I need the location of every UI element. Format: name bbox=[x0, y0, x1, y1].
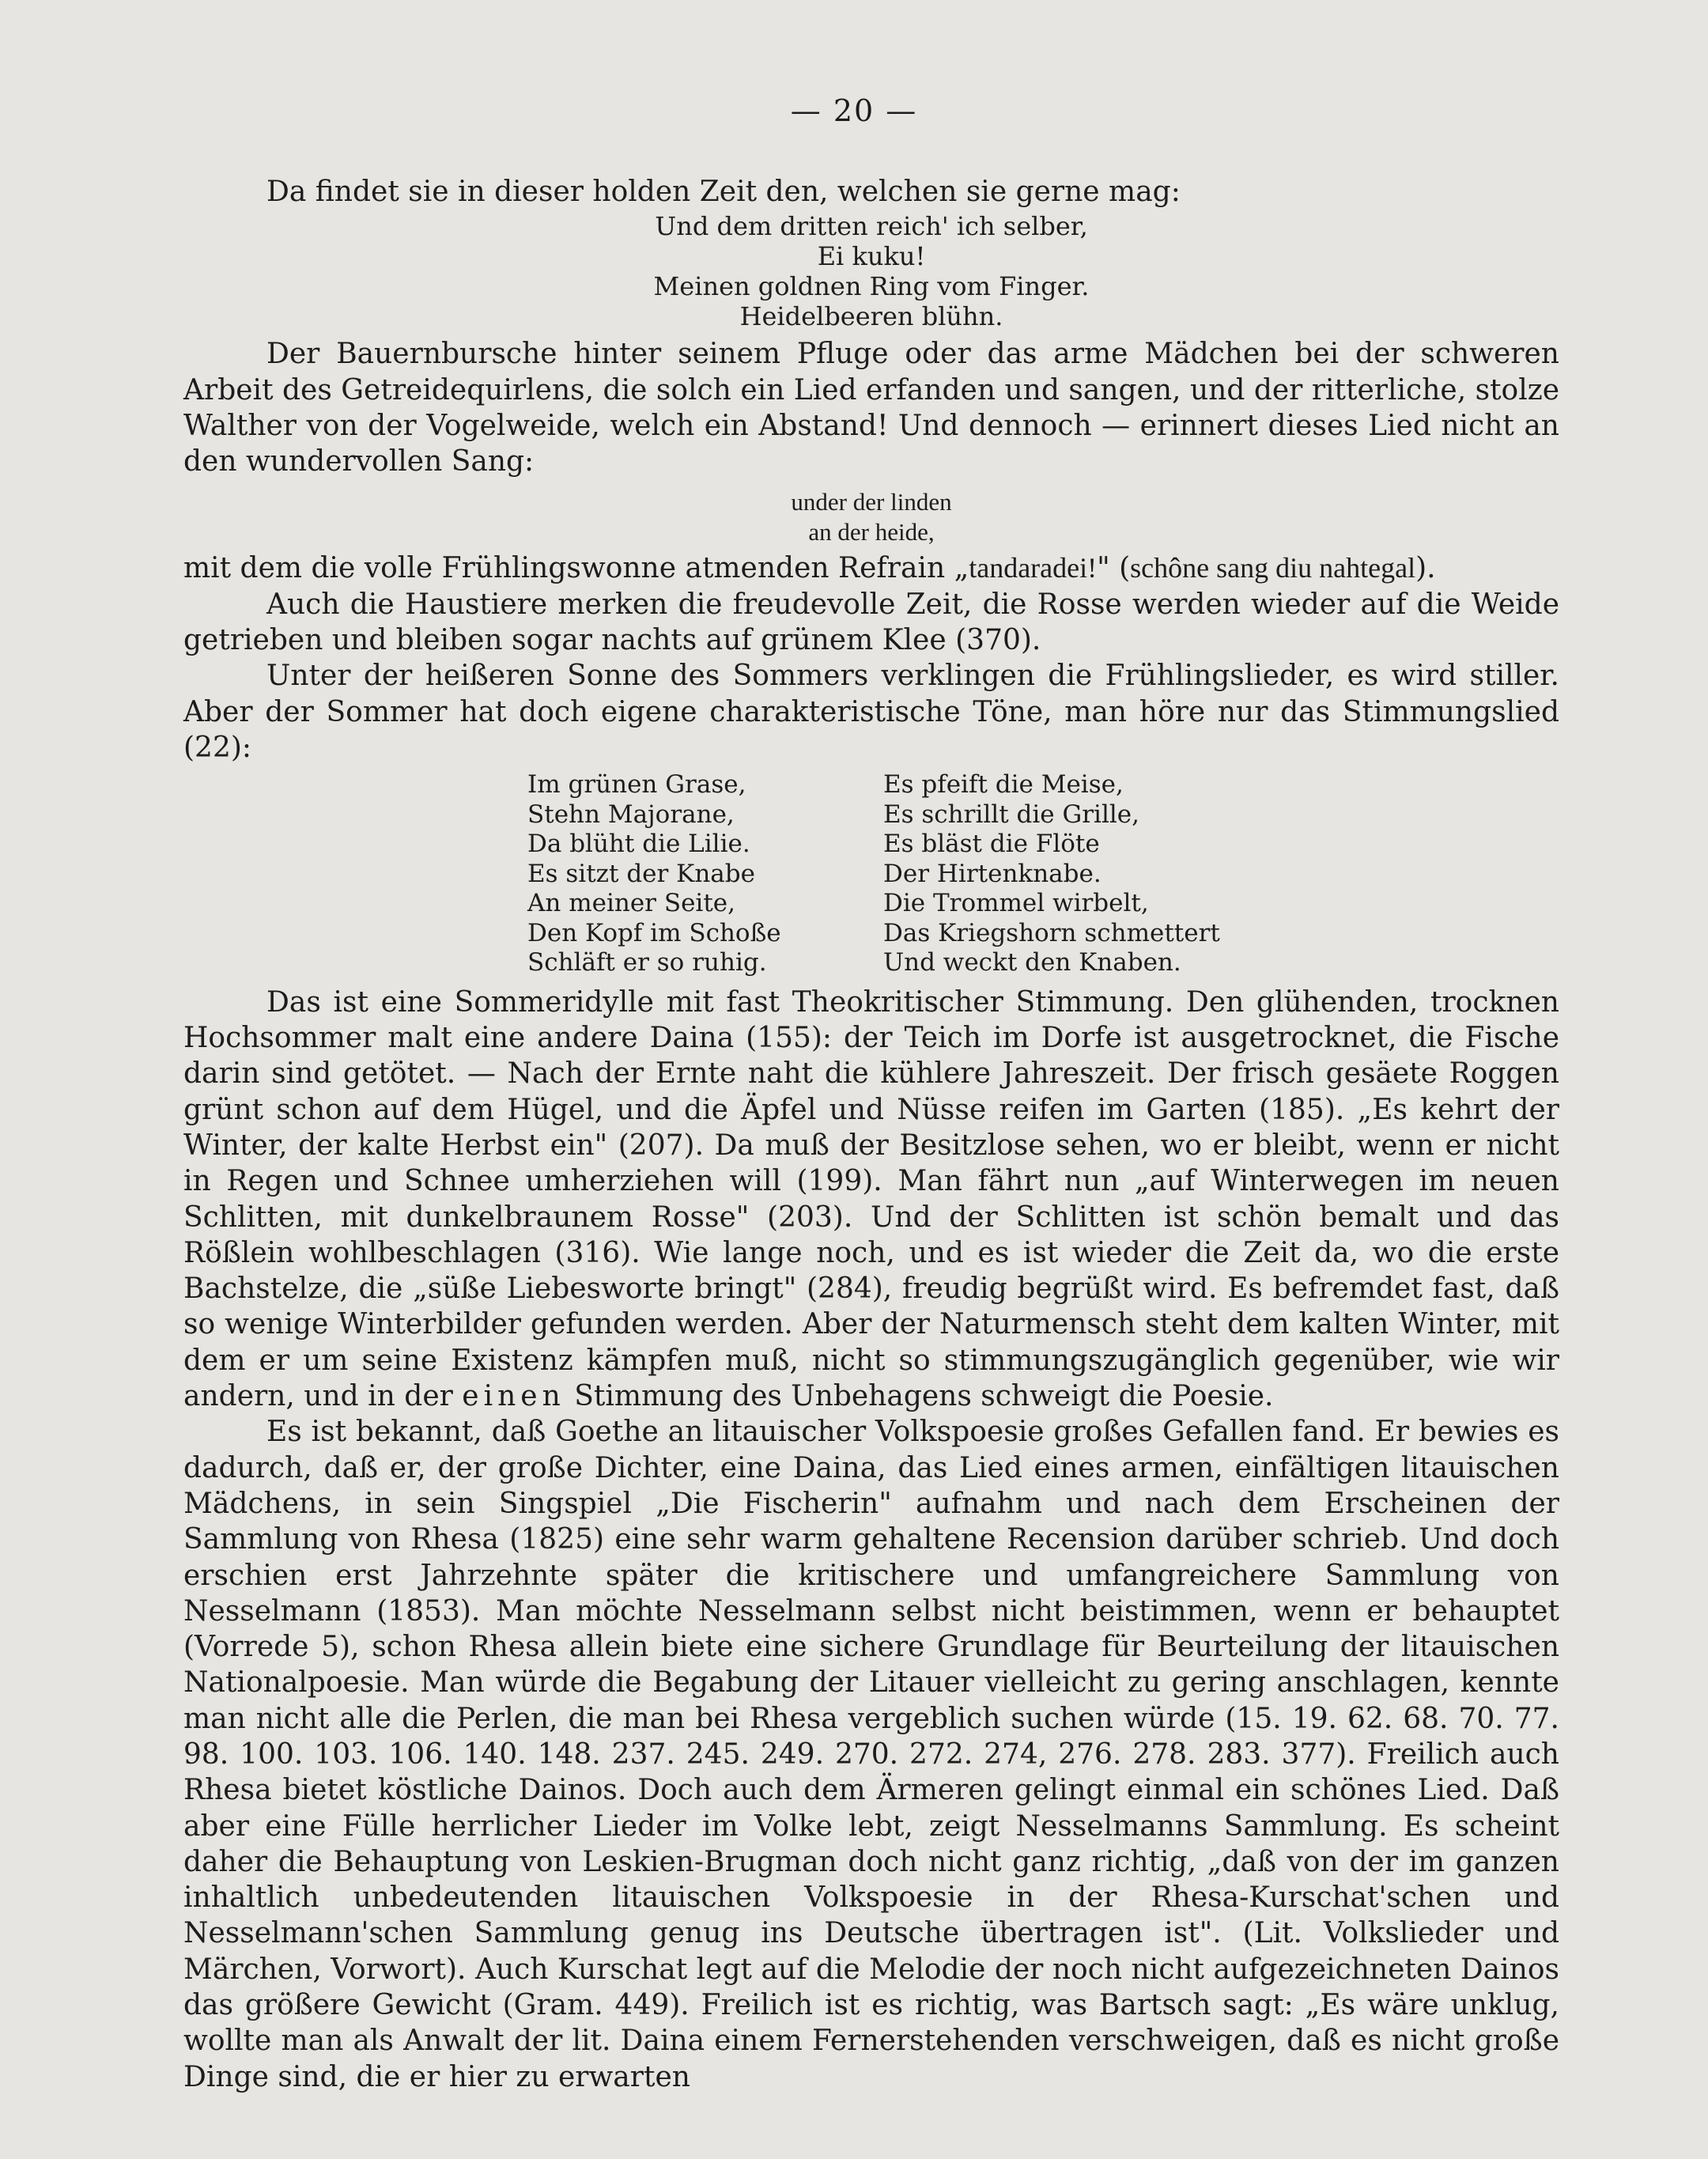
verse-line: Und dem dritten reich' ich selber, bbox=[655, 211, 1088, 242]
poem-line: Und weckt den Knaben. bbox=[883, 948, 1181, 977]
p6-text-a: Das ist eine Sommeridylle mit fast Theokritischer Stimmung. Den glühenden, trocknen Hochsommer malt eine andere Daina (155): der Teich im Dorfe ist ausgetrocknet, die Fische darin sind getötet. — Nach der Ernte naht die kühlere Jahreszeit. Der frisch gesäete Roggen grünt schon auf dem Hügel, und die Äpfel und Nüsse reifen im Garten (185). „Es kehrt der Winter, der kalte Herbst ein" (207). Da muß der Besitzlose sehen, wo er bleibt, wenn er nicht in Regen und Schnee umherziehen will (199). Man fährt nun „auf Winterwegen im neuen Schlitten, mit dunkelbraunem Rosse" (203). Und der Schlitten ist schön bemalt und das Rößlein wohlbeschlagen (316). Wie lange noch, und es ist wieder die Zeit da, wo die erste Bachstelze, die „süße Liebesworte bringt" (284), freudig begrüßt wird. Es befremdet fast, daß so wenige Winterbilder gefunden werden. Aber der Naturmensch steht dem kalten Winter, mit dem er um seine Existenz kämpfen muß, nicht so stimmungszugänglich gegenüber, wie wir andern, und in der bbox=[183, 985, 1559, 1413]
paragraph-3 bbox=[183, 550, 1559, 586]
poem-line: Den Kopf im Schoße bbox=[527, 918, 781, 947]
paragraph-1: Da findet sie in dieser holden Zeit den, welchen sie gerne mag: bbox=[266, 176, 1181, 208]
poem-line: Es schrillt die Grille, bbox=[883, 800, 1139, 829]
mhg-line: under der linden bbox=[791, 488, 952, 516]
poem-right-column bbox=[883, 770, 1220, 978]
poem-line: Im grünen Grase, bbox=[527, 770, 746, 800]
poem-line: Das Kriegshorn schmettert bbox=[883, 918, 1220, 947]
paragraph-2: Der Bauernbursche hinter seinem Pfluge oder das arme Mädchen bei der schweren Arbeit des Getreidequirlens, die solch ein Lied erfanden und sangen, und der ritterliche, stolze Walther von der Vogelweide, welch ein Abstand! Und dennoch — erinnert dieses Lied nicht an den wundervollen Sang: bbox=[183, 338, 1559, 478]
paragraph-5: Unter der heißeren Sonne des Sommers verklingen die Frühlingslieder, es wird stiller. Aber der Sommer hat doch eigene charakteristische Töne, man höre nur das Stimmungslied (22): bbox=[183, 660, 1559, 764]
body-text bbox=[183, 174, 1559, 2095]
p3-text-b: " ( bbox=[1097, 552, 1131, 585]
paragraph-7: Es ist bekannt, daß Goethe an litauischer Volkspoesie großes Gefallen fand. Er bewies es dadurch, daß er, der große Dichter, eine Daina, das Lied eines armen, einfältigen litauischen Mädchens, in sein Singspiel „Die Fischerin" aufnahm und nach dem Erscheinen der Sammlung von Rhesa (1825) eine sehr warm gehaltene Recension darüber schrieb. Und doch erschien erst Jahrzehnte später die kritischere und umfangreichere Sammlung von Nesselmann (1853). Man möchte Nesselmann selbst nicht beistimmen, wenn er behauptet (Vorrede 5), schon Rhesa allein biete eine sichere Grundlage für Beurteilung der litauischen Nationalpoesie. Man würde die Begabung der Litauer vielleicht zu gering anschlagen, kennte man nicht alle die Perlen, die man bei Rhesa vergeblich suchen würde (15. 19. 62. 68. 70. 77. 98. 100. 103. 106. 140. 148. 237. 245. 249. 270. 272. 274, 276. 278. 283. 377). Freilich auch Rhesa bietet köstliche Dainos. Doch auch dem Ärmeren gelingt einmal ein schönes Lied. Daß aber eine Fülle herrlicher Lieder im Volke lebt, zeigt Nesselmanns Sammlung. Es scheint daher die Behauptung von Leskien-Brugman doch nicht ganz richtig, „daß von der im ganzen inhaltlich unbedeutenden litauischen Volkspoesie in der Rhesa-Kurschat'schen und Nesselmann'schen Sammlung genug ins Deutsche übertragen ist". (Lit. Volkslieder und Märchen, Vorwort). Auch Kurschat legt auf die Melodie der noch nicht aufgezeichneten Dainos das größere Gewicht (Gram. 449). Freilich ist es richtig, was Bartsch sagt: „Es wäre unklug, wollte man als Anwalt der lit. Daina einem Fernerstehenden verschweigen, daß es nicht große Dinge sind, die er hier zu erwarten bbox=[183, 1416, 1559, 2093]
verse-line: Meinen goldnen Ring vom Finger. bbox=[653, 271, 1090, 302]
page-number: — 20 — bbox=[790, 93, 918, 128]
paragraph-6 bbox=[183, 985, 1559, 1415]
poem-line: Es pfeift die Meise, bbox=[883, 770, 1124, 800]
verse-line: Heidelbeeren blühn. bbox=[739, 301, 1003, 332]
poem-line: Der Hirtenknabe. bbox=[883, 859, 1102, 888]
poem-line: Schläft er so ruhig. bbox=[527, 948, 767, 977]
p3-text-a: mit dem die volle Frühlingswonne atmenden Refrain „ bbox=[183, 552, 969, 585]
p3-text-c: ). bbox=[1415, 552, 1436, 585]
verse-line: Ei kuku! bbox=[817, 241, 926, 272]
poem-line: Die Trommel wirbelt, bbox=[883, 889, 1149, 918]
paragraph-4: Auch die Haustiere merken die freudevolle Zeit, die Rosse werden wieder auf die Weide getrieben und bleiben sogar nachts auf grünem Klee (370). bbox=[183, 588, 1559, 657]
spaced-word: einen bbox=[462, 1380, 565, 1413]
mhg-line: an der heide, bbox=[808, 518, 935, 546]
poem-line: Da blüht die Lilie. bbox=[527, 830, 750, 859]
mhg-quote bbox=[183, 487, 1559, 547]
poem-line: Stehn Majorane, bbox=[527, 800, 735, 829]
verse-quote-1 bbox=[183, 211, 1559, 331]
poem-stimmungslied bbox=[183, 770, 1559, 978]
poem-line: Es sitzt der Knabe bbox=[527, 859, 755, 888]
mhg-phrase: schône sang diu nahtegal bbox=[1130, 552, 1416, 584]
poem-left-column bbox=[527, 770, 860, 978]
p6-text-b: Stimmung des Unbehagens schweigt die Poesie. bbox=[574, 1380, 1274, 1413]
poem-line: Es bläst die Flöte bbox=[883, 830, 1100, 859]
refrain-word: tandaradei! bbox=[969, 552, 1098, 584]
poem-line: An meiner Seite, bbox=[527, 889, 736, 918]
